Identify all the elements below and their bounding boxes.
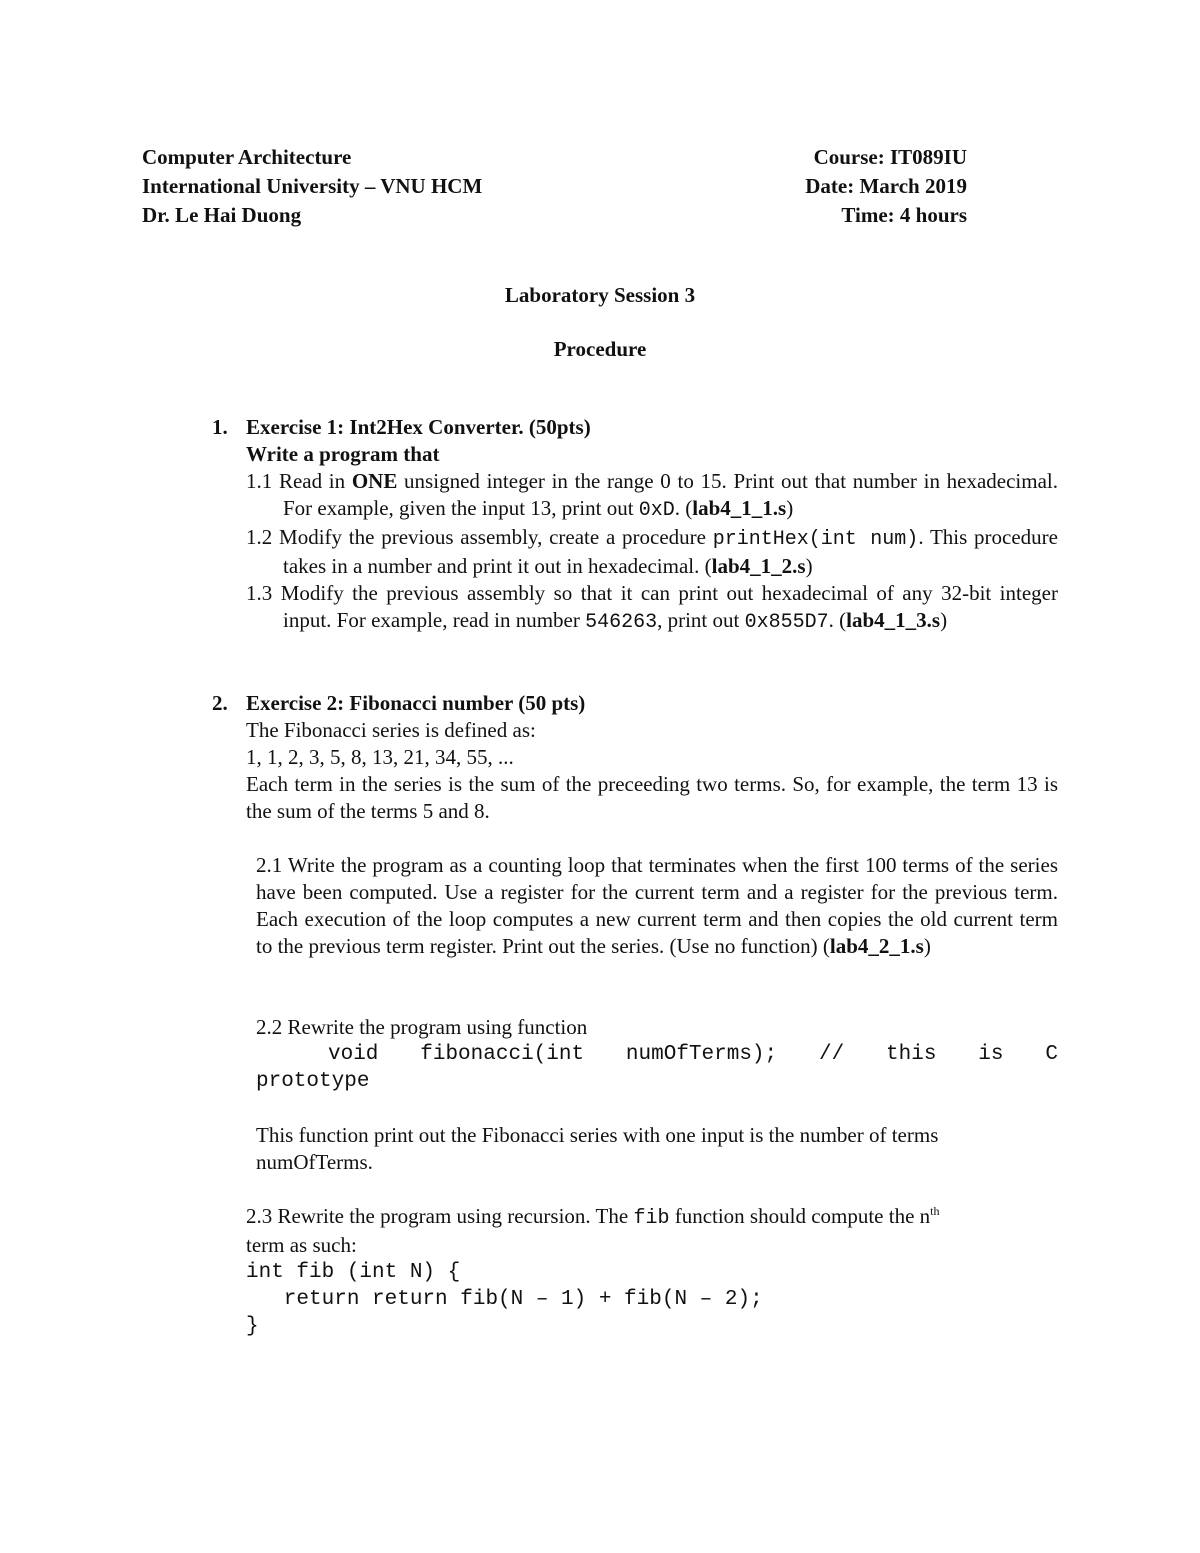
part3-text	[246, 1203, 1058, 1232]
code-token: //	[818, 1043, 845, 1066]
file-name: lab4_1_3.s	[846, 608, 941, 632]
item-text: . This procedure takes in a number and print it out in hexadecimal. (	[283, 525, 1058, 578]
exercise2-definition: The Fibonacci series is defined as:	[246, 718, 536, 742]
code-token: void	[328, 1043, 379, 1066]
exercise2-part3	[246, 1203, 1058, 1340]
inline-code: printHex(int num)	[712, 528, 919, 551]
item-text: . (	[828, 608, 847, 632]
exercise2-part2	[256, 1014, 1058, 1176]
code-line-1: int fib (int N) {	[246, 1261, 461, 1284]
file-name: lab4_1_1.s	[692, 496, 787, 520]
code-line-3: }	[246, 1315, 259, 1338]
inline-code: 546263	[585, 611, 658, 634]
exercise1-heading: Exercise 1: Int2Hex Converter. (50pts)	[246, 415, 591, 439]
exercise1-item1	[246, 468, 1058, 524]
exercise1-section	[246, 414, 1058, 636]
superscript: th	[930, 1204, 940, 1218]
course-code: Course: IT089IU	[813, 145, 967, 169]
code-token: is	[978, 1043, 1004, 1066]
exercise2-heading: Exercise 2: Fibonacci number (50 pts)	[246, 691, 586, 715]
exercise2-part1	[256, 852, 1058, 960]
item-text: unsigned integer in the range 0 to 15. Print out that number in hexadecimal. For example, given the input 13, print out	[283, 469, 1058, 520]
item-text: Modify the previous assembly, create a procedure	[279, 525, 713, 549]
item-text: )	[805, 554, 813, 578]
part-text: )	[923, 934, 931, 958]
instructor: Dr. Le Hai Duong	[142, 203, 302, 227]
item-text: Read in	[278, 469, 352, 493]
fibonacci-series: 1, 1, 2, 3, 5, 8, 13, 21, 34, 55, ...	[246, 745, 514, 769]
exercise1-item2	[246, 524, 1058, 580]
item-text: )	[940, 608, 948, 632]
header-left	[142, 143, 482, 230]
part3-text-cont: term as such:	[246, 1233, 357, 1257]
inline-code: fib	[633, 1207, 670, 1230]
file-name: lab4_1_2.s	[711, 554, 806, 578]
item-emphasis: ONE	[351, 469, 398, 493]
code-token: numOfTerms);	[625, 1043, 778, 1066]
date: Date: March 2019	[805, 174, 967, 198]
header-right	[760, 143, 967, 230]
inline-code: 0x855D7	[744, 611, 829, 634]
exercise2-section	[246, 690, 1058, 825]
function-prototype-cont: prototype	[256, 1070, 370, 1093]
university: International University – VNU HCM	[142, 174, 483, 198]
time: Time: 4 hours	[841, 203, 967, 227]
exercise2-description: Each term in the series is the sum of the preceeding two terms. So, for example, the term 13 is the sum of the terms 5 and 8.	[246, 772, 1058, 823]
exercise1-number: 1.	[212, 415, 228, 439]
item-number: 1.2	[246, 525, 273, 549]
page-subtitle: Procedure	[553, 337, 647, 361]
item-text: )	[786, 496, 794, 520]
inline-code: 0xD	[638, 499, 675, 522]
item-number: 1.1	[246, 469, 273, 493]
part-text: 2.1 Write the program as a counting loop that terminates when the first 100 terms of the series have been computed. Use a register for the current term and a register for the previous term. Each execution of the loop computes a new current term and then copies the old current term to the previous term register. Print out the series. (Use no function) (	[256, 853, 1058, 958]
item-text: Modify the previous assembly so that it can print out hexadecimal of any 32-bit integer input. For example, read in number	[280, 581, 1058, 632]
item-text: . (	[674, 496, 693, 520]
exercise1-item3	[246, 580, 1058, 636]
function-prototype	[256, 1041, 1058, 1068]
course-name: Computer Architecture	[142, 145, 352, 169]
part2-heading: 2.2 Rewrite the program using function	[256, 1015, 588, 1039]
file-name: lab4_2_1.s	[829, 934, 924, 958]
part2-description: This function print out the Fibonacci series with one input is the number of terms numOfTerms.	[256, 1123, 939, 1174]
exercise2-number: 2.	[212, 691, 228, 715]
code-token: C	[1045, 1043, 1058, 1066]
exercise1-intro: Write a program that	[246, 442, 440, 466]
code-line-2: return return fib(N – 1) + fib(N – 2);	[246, 1288, 763, 1311]
page-title: Laboratory Session 3	[504, 283, 696, 307]
code-token: fibonacci(int	[420, 1043, 585, 1066]
part-text: 2.3 Rewrite the program using recursion. The	[246, 1204, 634, 1228]
item-text: , print out	[657, 608, 745, 632]
item-number: 1.3	[246, 581, 273, 605]
part-text: function should compute the n	[669, 1204, 931, 1228]
code-token: this	[886, 1043, 937, 1066]
